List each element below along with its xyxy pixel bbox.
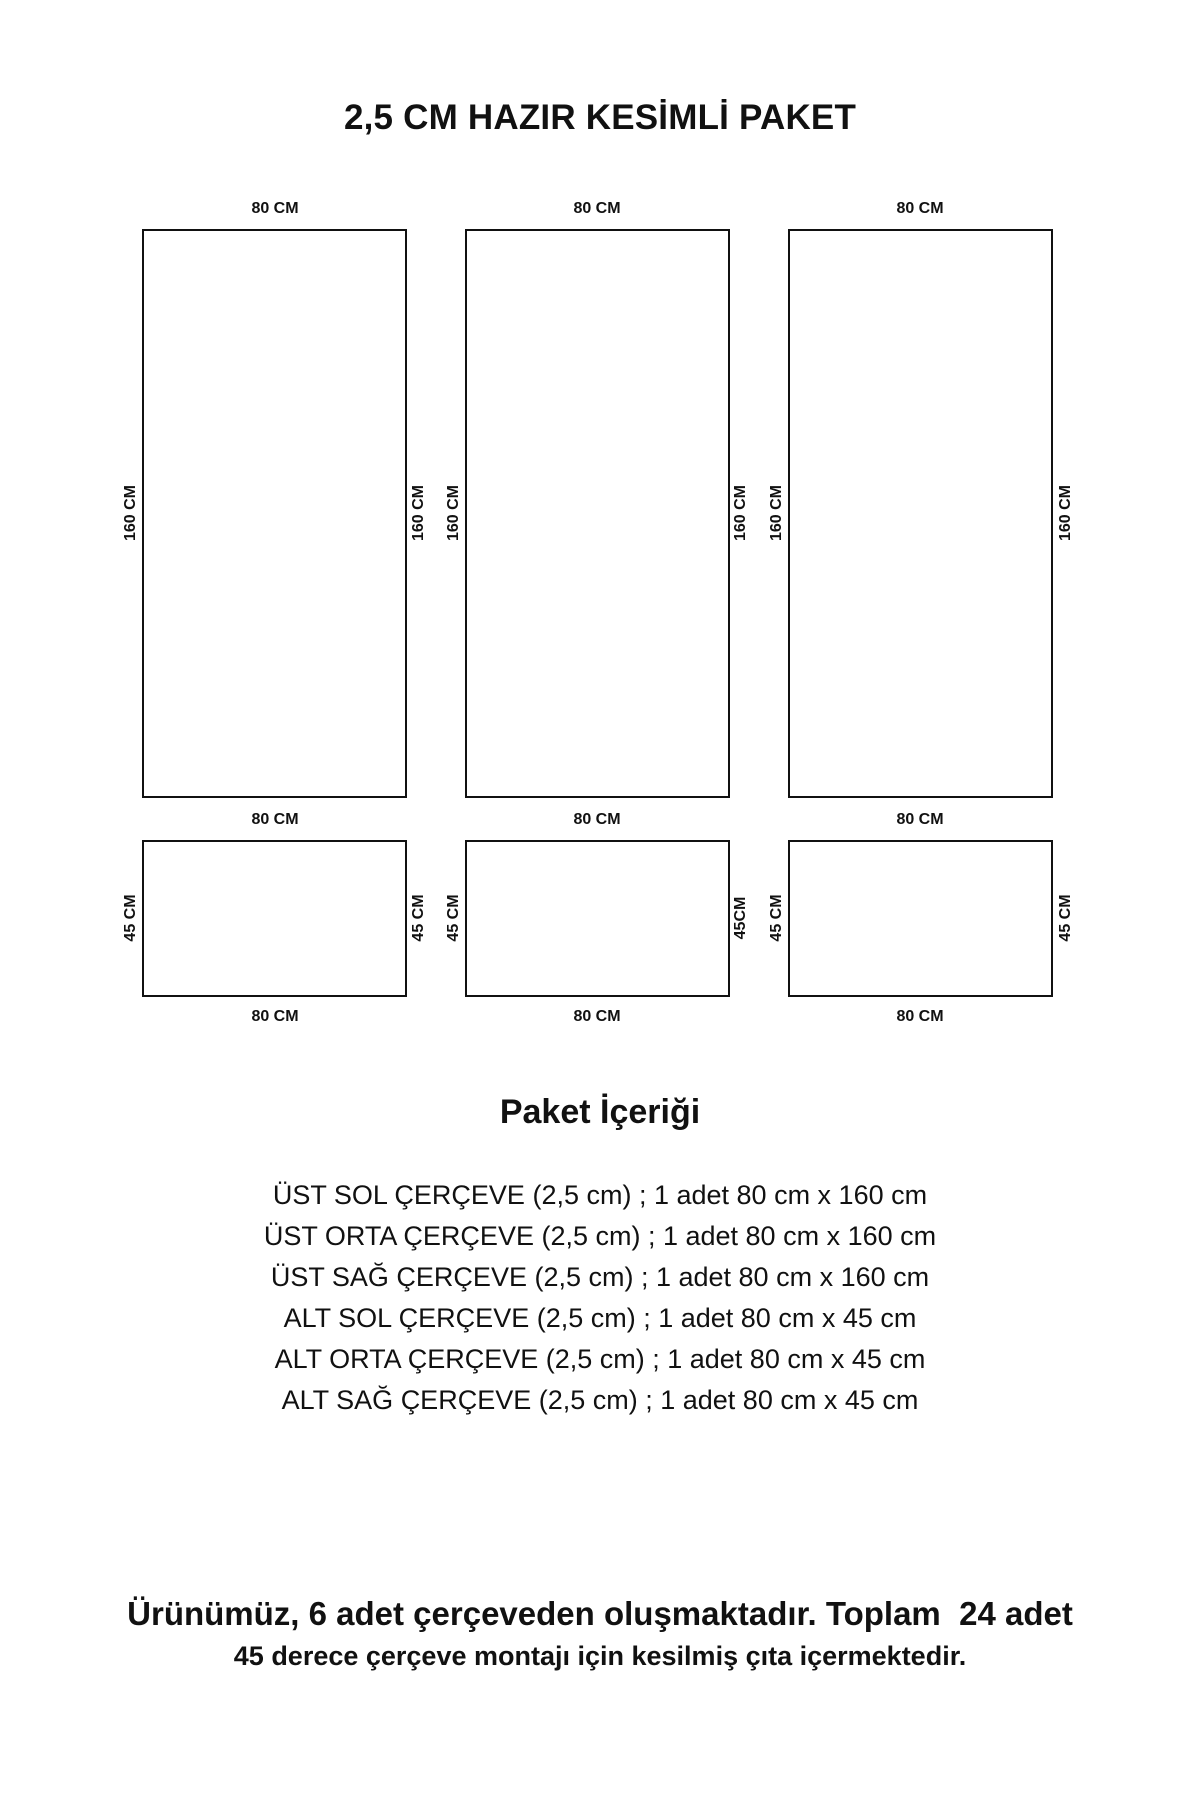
top-right-bottom-label: 80 CM — [896, 811, 944, 828]
top-middle-right-height-label: 160 CM — [732, 484, 749, 542]
list-item: ÜST ORTA ÇERÇEVE (2,5 cm) ; 1 adet 80 cm x 160 cm — [263, 1221, 937, 1251]
bottom-left-left-height-label: 45 CM — [122, 894, 139, 942]
top-right-left-height-label: 160 CM — [768, 484, 785, 542]
top-left-bottom-label: 80 CM — [251, 811, 299, 828]
footer-line-2: 45 derece çerçeve montajı için kesilmiş çıta içermektedir. — [233, 1641, 967, 1671]
top-right-width-label: 80 CM — [896, 200, 944, 217]
bottom-left-right-height-label: 45 CM — [410, 894, 427, 942]
bottom-right-right-height-label: 45 CM — [1057, 894, 1074, 942]
footer-note — [0, 1592, 1200, 1676]
contents-title: Paket İçeriği — [499, 1093, 701, 1131]
frame-bottom-left — [142, 840, 407, 997]
list-item: ÜST SOL ÇERÇEVE (2,5 cm) ; 1 adet 80 cm x 160 cm — [272, 1180, 928, 1210]
frame-top-left — [142, 229, 407, 798]
top-left-left-height-label: 160 CM — [122, 484, 139, 542]
top-left-width-label: 80 CM — [251, 200, 299, 217]
frame-bottom-middle — [465, 840, 730, 997]
frame-top-middle — [465, 229, 730, 798]
list-item: ALT SAĞ ÇERÇEVE (2,5 cm) ; 1 adet 80 cm x 45 cm — [281, 1385, 919, 1415]
bottom-middle-left-height-label: 45 CM — [445, 894, 462, 942]
footer-line-1: Ürünümüz, 6 adet çerçeveden oluşmaktadır. Toplam 24 adet — [127, 1595, 1073, 1632]
bottom-left-bottom-label: 80 CM — [251, 1008, 299, 1025]
list-item: ALT SOL ÇERÇEVE (2,5 cm) ; 1 adet 80 cm x 45 cm — [283, 1303, 917, 1333]
list-item: ALT ORTA ÇERÇEVE (2,5 cm) ; 1 adet 80 cm x 45 cm — [274, 1344, 926, 1374]
contents-list — [0, 1175, 1200, 1421]
bottom-middle-bottom-label: 80 CM — [573, 1008, 621, 1025]
top-middle-bottom-label: 80 CM — [573, 811, 621, 828]
frame-top-right — [788, 229, 1053, 798]
list-item: ÜST SAĞ ÇERÇEVE (2,5 cm) ; 1 adet 80 cm x 160 cm — [270, 1262, 930, 1292]
top-middle-left-height-label: 160 CM — [445, 484, 462, 542]
bottom-middle-right-height-label: 45CM — [732, 896, 749, 940]
bottom-right-left-height-label: 45 CM — [768, 894, 785, 942]
top-left-right-height-label: 160 CM — [410, 484, 427, 542]
top-middle-width-label: 80 CM — [573, 200, 621, 217]
bottom-right-bottom-label: 80 CM — [896, 1008, 944, 1025]
top-right-right-height-label: 160 CM — [1057, 484, 1074, 542]
page-title: 2,5 CM HAZIR KESİMLİ PAKET — [343, 98, 857, 137]
frame-bottom-right — [788, 840, 1053, 997]
